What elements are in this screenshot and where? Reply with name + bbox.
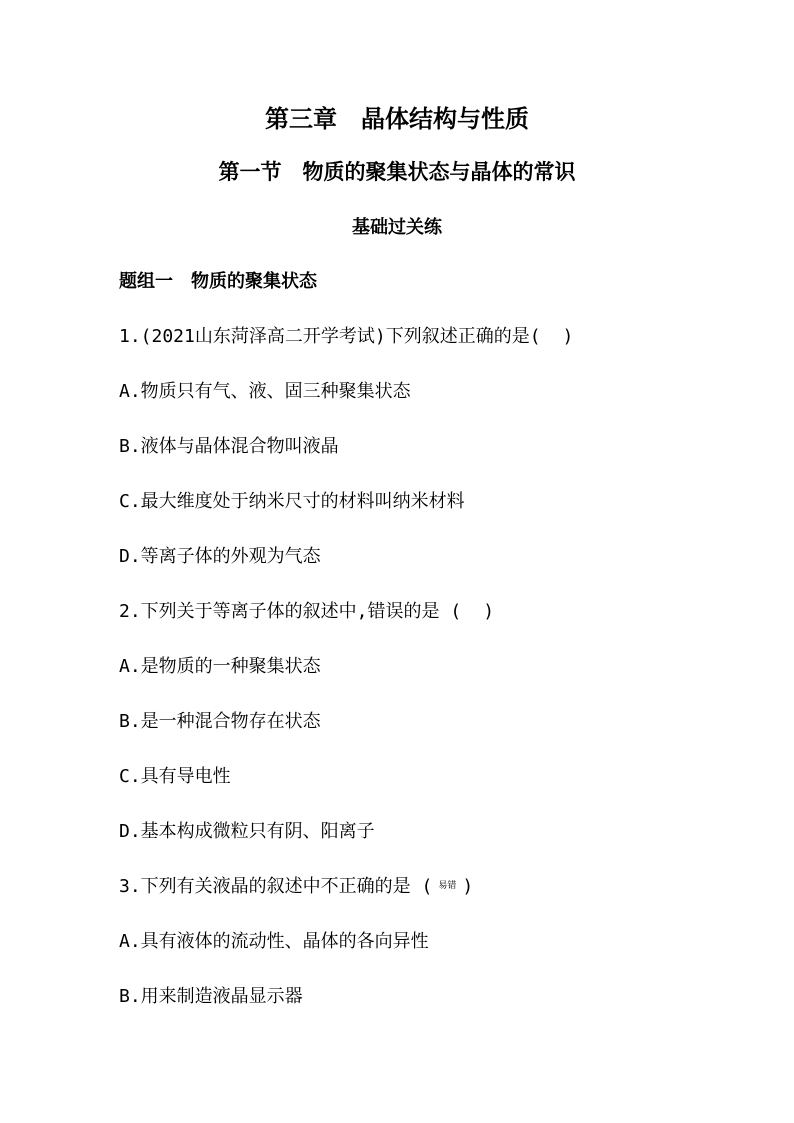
question-1-stem: 1.(2021山东菏泽高二开学考试)下列叙述正确的是( bbox=[119, 326, 541, 347]
chapter-title: 第三章 晶体结构与性质 bbox=[265, 104, 529, 133]
question-2 bbox=[119, 600, 494, 624]
question-1-option-a: A.物质只有气、液、固三种聚集状态 bbox=[119, 381, 411, 402]
section-title: 第一节 物质的聚集状态与晶体的常识 bbox=[218, 159, 576, 184]
question-2-stem: 2.下列关于等离子体的叙述中,错误的是 ( bbox=[119, 601, 462, 622]
question-2-option-a: A.是物质的一种聚集状态 bbox=[119, 656, 321, 677]
question-2-option-c: C.具有导电性 bbox=[119, 766, 231, 787]
question-1 bbox=[119, 325, 573, 349]
question-3 bbox=[119, 875, 473, 899]
question-3-closing-paren: ) bbox=[462, 876, 474, 897]
question-3-stem: 3.下列有关液晶的叙述中不正确的是 ( bbox=[119, 876, 433, 897]
practice-title: 基础过关练 bbox=[352, 217, 442, 238]
question-2-option-b: B.是一种混合物存在状态 bbox=[119, 711, 321, 732]
question-1-option-c: C.最大维度处于纳米尺寸的材料叫纳米材料 bbox=[119, 491, 465, 512]
question-2-option-d: D.基本构成微粒只有阴、阳离子 bbox=[119, 821, 375, 842]
question-1-option-b: B.液体与晶体混合物叫液晶 bbox=[119, 436, 339, 457]
question-group-title: 题组一 物质的聚集状态 bbox=[119, 271, 317, 292]
question-3-option-a: A.具有液体的流动性、晶体的各向异性 bbox=[119, 931, 429, 952]
difficulty-note: 易错 bbox=[438, 881, 457, 891]
question-2-closing-paren: ) bbox=[483, 601, 495, 622]
question-3-option-b: B.用来制造液晶显示器 bbox=[119, 986, 303, 1007]
question-1-closing-paren: ) bbox=[562, 326, 574, 347]
question-1-option-d: D.等离子体的外观为气态 bbox=[119, 546, 321, 567]
